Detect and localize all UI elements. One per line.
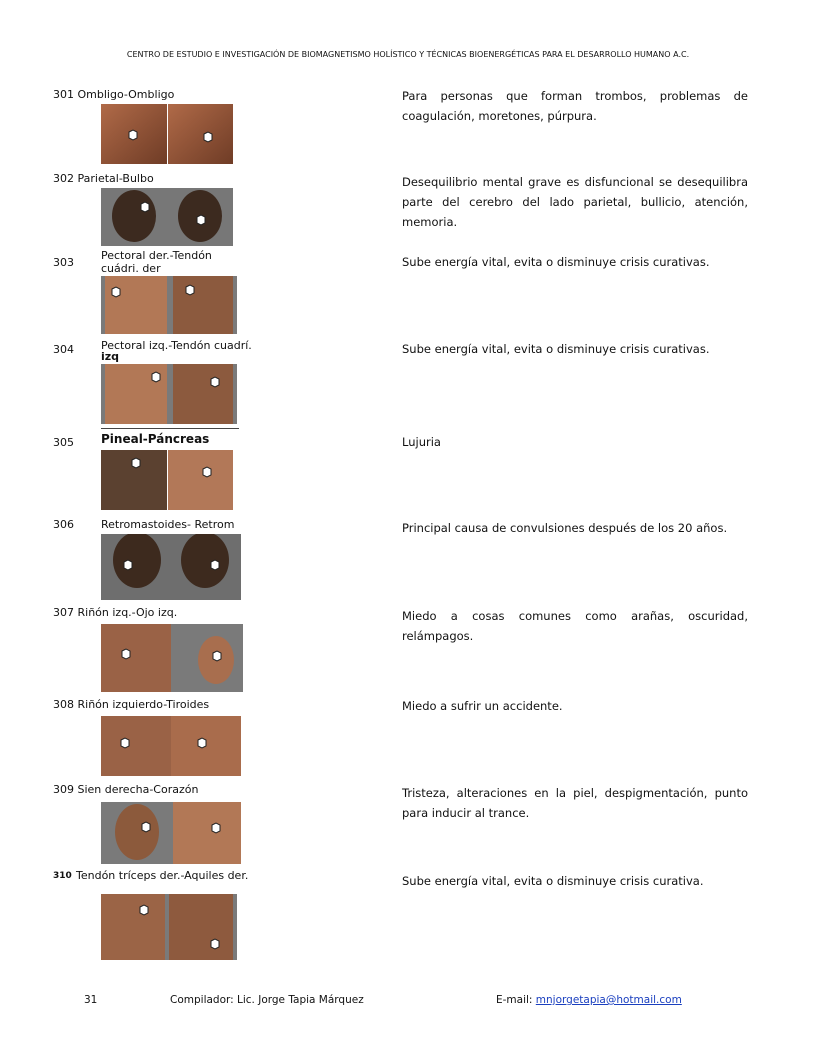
entry-301-image	[101, 104, 233, 164]
footer-email-link[interactable]: mnjorgetapia@hotmail.com	[535, 994, 682, 1006]
entry-305-rule	[101, 428, 239, 429]
entry-305-description: Lujuria	[402, 435, 441, 449]
entry-310-description: Sube energía vital, evita o disminuye crisis curativa.	[402, 874, 704, 888]
page-number: 31	[84, 994, 98, 1006]
entry-305-label: Pineal-Páncreas	[101, 432, 210, 446]
entry-303-description: Sube energía vital, evita o disminuye crisis curativas.	[402, 255, 710, 269]
entry-303-number: 303	[53, 256, 74, 269]
entry-303-image	[101, 276, 237, 334]
entry-309-label: 309 Sien derecha-Corazón	[53, 783, 199, 796]
entry-307-image	[101, 624, 243, 692]
document-header: CENTRO DE ESTUDIO E INVESTIGACIÓN DE BIOMAGNETISMO HOLÍSTICO Y TÉCNICAS BIOENERGÉTICAS PARA EL DESARROLLO HUMANO A.C.	[126, 50, 690, 59]
entry-302-label: 302 Parietal-Bulbo	[53, 172, 154, 185]
footer-email	[496, 994, 682, 1006]
entry-305-image	[101, 450, 233, 510]
entry-306-description: Principal causa de convulsiones después de los 20 años.	[402, 521, 728, 535]
entry-302-description: Desequilibrio mental grave es disfuncional se desequilibra parte del cerebro del lado parietal, bullicio, atención, memoria.	[402, 175, 748, 229]
entry-306-number: 306	[53, 518, 74, 531]
entry-305-number: 305	[53, 436, 74, 449]
entry-304-label-b: izq	[101, 350, 120, 363]
entry-302-image	[101, 188, 233, 246]
entry-310-image	[101, 894, 237, 960]
entry-306-image	[101, 534, 241, 600]
entry-301-description: Para personas que forman trombos, problemas de coagulación, moretones, púrpura.	[402, 89, 748, 123]
entry-309-description: Tristeza, alteraciones en la piel, despigmentación, punto para inducir al trance.	[402, 786, 748, 820]
entry-303-label	[101, 249, 261, 275]
entry-304-label	[101, 339, 252, 362]
entry-307-description: Miedo a cosas comunes como arañas, oscuridad, relámpagos.	[402, 609, 748, 643]
entry-308-image	[101, 716, 241, 776]
entry-308-description: Miedo a sufrir un accidente.	[402, 699, 563, 713]
footer-email-label: E-mail:	[496, 994, 536, 1006]
entry-310-label: Tendón tríceps der.-Aquiles der.	[76, 869, 249, 882]
entry-306-label: Retromastoides- Retrom	[101, 518, 235, 531]
footer-compiler: Compilador: Lic. Jorge Tapia Márquez	[170, 994, 364, 1006]
entry-308-label: 308 Riñón izquierdo-Tiroides	[53, 698, 210, 711]
entry-301-label: 301 Ombligo-Ombligo	[53, 88, 175, 101]
entry-304-image	[101, 364, 237, 424]
entry-303-label-b: cuádri. der	[101, 262, 161, 275]
entry-304-number: 304	[53, 343, 74, 356]
entry-304-label-a: Pectoral izq.-Tendón cuadrí.	[101, 339, 252, 352]
entry-303-label-line1	[101, 249, 261, 262]
entry-309-image	[101, 802, 241, 864]
entry-310-number: 310	[53, 871, 72, 881]
entry-307-label: 307 Riñón izq.-Ojo izq.	[53, 606, 178, 619]
entry-303-label-a: Pectoral der.-Tendón	[101, 249, 212, 262]
entry-304-description: Sube energía vital, evita o disminuye crisis curativas.	[402, 342, 710, 356]
